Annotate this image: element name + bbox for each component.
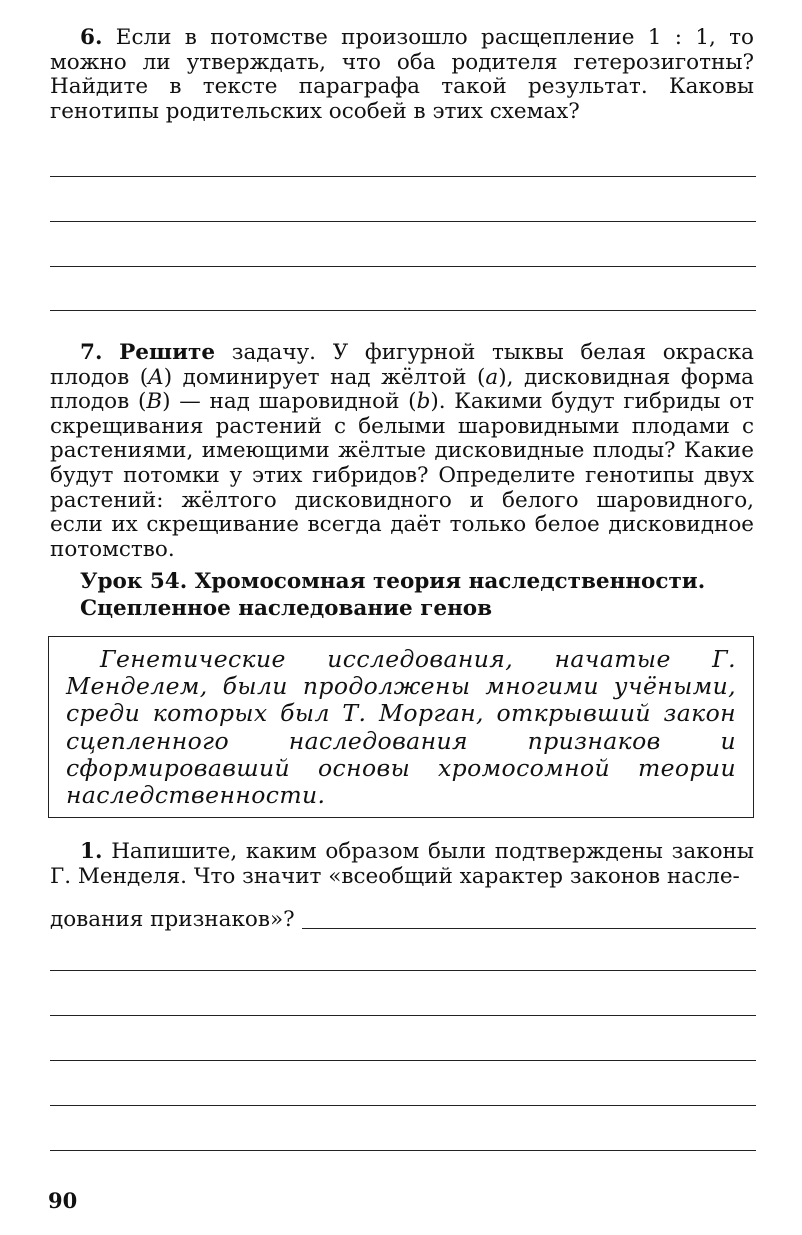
page-number: 90 bbox=[48, 1188, 78, 1213]
task-1-tail: дования признаков»? bbox=[50, 907, 295, 932]
task-7-number: 7. bbox=[80, 340, 103, 365]
answer-line[interactable] bbox=[50, 266, 756, 267]
task-6-text bbox=[50, 26, 754, 124]
answer-line[interactable] bbox=[50, 221, 756, 222]
answer-line[interactable] bbox=[50, 176, 756, 177]
task-6-number: 6. bbox=[80, 25, 103, 50]
task-6-body: Если в потомстве произошло расщепление 1 : 1, то можно ли утверждать, что оба родителя гетерозиготны? Найдите в тексте параграфа такой результат. Каковы генотипы родительских особей в этих схемах? bbox=[50, 25, 754, 124]
lesson-title-line-1: Урок 54. Хромосомная теория наследственности. bbox=[80, 569, 706, 594]
task-1-text bbox=[50, 840, 754, 889]
answer-line[interactable] bbox=[50, 1015, 756, 1016]
lesson-title-line-2: Сцепленное наследование генов bbox=[80, 596, 493, 621]
answer-line[interactable] bbox=[50, 970, 756, 971]
allele-b: b bbox=[416, 389, 431, 415]
allele-A: A bbox=[148, 364, 164, 390]
allele-B: B bbox=[146, 389, 163, 415]
answer-line[interactable] bbox=[50, 1105, 756, 1106]
intro-text: Генетические исследования, начатые Г. Менделем, были продолжены многими учёными, среди которых был Т. Морган, открывший закон сцепленного наследования признаков и сформировавший основы хромосомной теории наследственности. bbox=[66, 645, 736, 810]
answer-line[interactable] bbox=[50, 1150, 756, 1151]
task-1-body: Напишите, каким образом были подтверждены законы Г. Менделя. Что значит «всеобщий характер законов насле- bbox=[50, 839, 754, 889]
lesson-title bbox=[80, 568, 760, 622]
task-1-number: 1. bbox=[80, 839, 103, 864]
answer-line[interactable] bbox=[50, 310, 756, 311]
answer-line[interactable] bbox=[50, 1060, 756, 1061]
task-7-command: Решите bbox=[119, 340, 216, 365]
answer-line[interactable] bbox=[302, 928, 756, 929]
allele-a: a bbox=[485, 364, 499, 390]
task-7-text: 7. Решите задачу. У фигурной тыквы белая окраска плодов (A) доминирует над жёлтой (a), дисковидная форма плодов (B) — над шаровидной (b). Какими будут гибриды от скрещивания растений с белыми шаровидными плодами с растениями, имеющими жёлтые дисковидные плоды? Какие будут потомки у этих гибридов? Определите генотипы двух растений: жёлтого дисковидного и белого шаровидного, если их скрещивание всегда даёт только белое дисковидное потомство. bbox=[50, 340, 754, 562]
